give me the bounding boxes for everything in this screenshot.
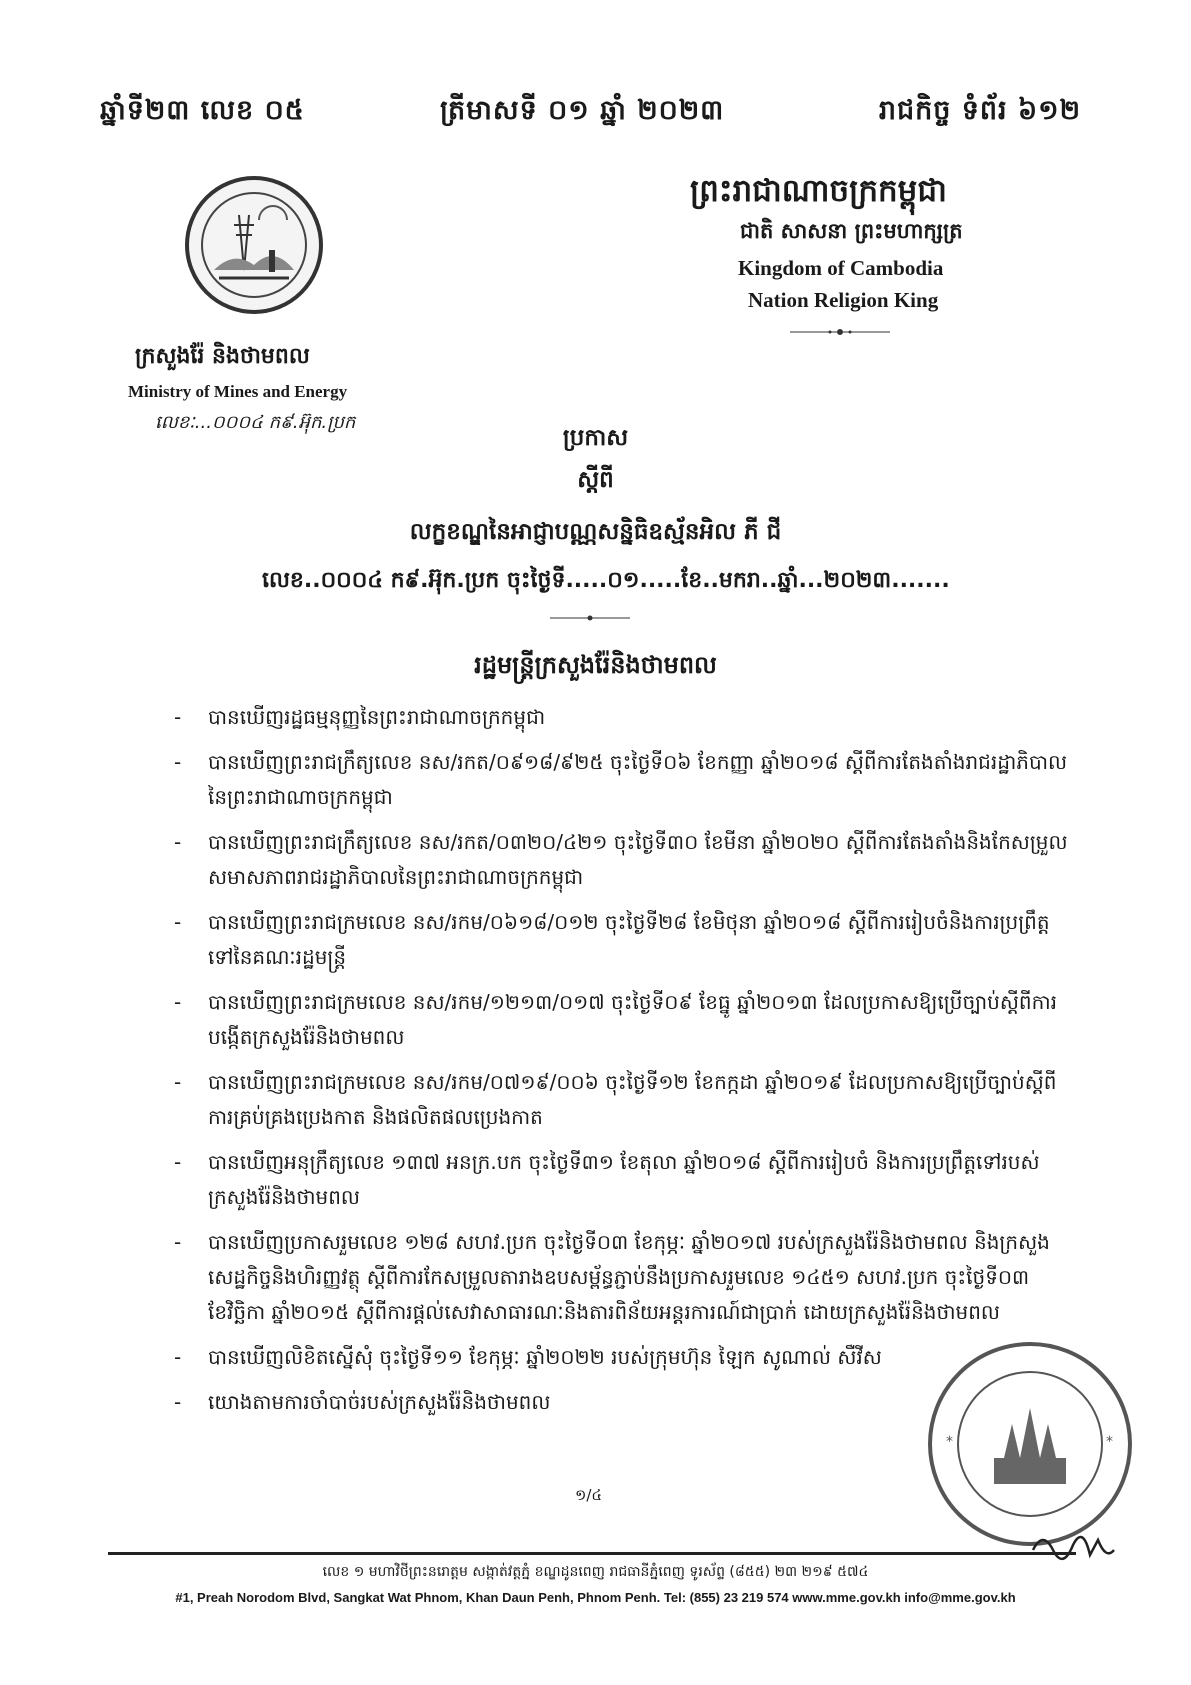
clause-item: - បានឃើញព្រះរាជក្រមលេខ នស/រកម/០៧១៩/០០៦ ចុះថ្ងៃទី១២ ខែកក្កដា ឆ្នាំ២០១៩ ដែលប្រកាសឱ្យប្រើច្បាប់ស្តីពីការគ្រប់គ្រងប្រេងកាត និងផលិតផលប្រេងកាត: [174, 1070, 1057, 1129]
ministry-logo: [185, 176, 323, 314]
official-seal-stamp: [924, 1338, 1136, 1550]
gazette-year-issue: ឆ្នាំទី២៣ លេខ ០៥: [100, 95, 305, 126]
reference-number: លេខៈ...០០០៤ ក៩.អ៊ុក.ប្រក: [155, 412, 356, 433]
gazette-page: រាជកិច្ច ទំព័រ ៦១២: [878, 95, 1081, 126]
document-subject-label: ស្តីពី: [577, 467, 614, 493]
national-motto-en: Nation Religion King: [748, 288, 939, 312]
clause-item: - បានឃើញព្រះរាជក្រមលេខ នស/រកម/០៦១៨/០១២ ចុះថ្ងៃទី២៨ ខែមិថុនា ឆ្នាំ២០១៨ ស្តីពីការរៀបចំនិងការប្រព្រឹត្តទៅនៃគណៈរដ្ឋមន្ត្រី: [174, 910, 1050, 969]
ornament-divider: [790, 327, 890, 337]
footer-divider: [108, 1552, 1076, 1555]
national-motto-kh: ជាតិ សាសនា ព្រះមហាក្សត្រ: [740, 219, 963, 243]
page-number: ១/៤: [575, 1486, 603, 1504]
footer-address-kh: លេខ ១ មហាវិថីព្រះនរោត្តម សង្កាត់វត្តភ្នំ ខណ្ឌដូនពេញ រាជធានីភ្នំពេញ ទូរស័ព្ទ (៨៥៥) ២៣ ២១៩ ៥៧៤: [322, 1564, 869, 1580]
clause-item: - បានឃើញប្រកាសរួមលេខ ១២៨ សហវ.ប្រក ចុះថ្ងៃទី០៣ ខែកុម្ភៈ ឆ្នាំ២០១៧ របស់ក្រសួងរ៉ែនិងថាមពល និងក្រសួងសេដ្ឋកិច្ចនិងហិរញ្ញវត្ថុ ស្តីពីការកែសម្រួលតារាងឧបសម្ព័ន្ធភ្ជាប់នឹងប្រកាសរួមលេខ ១៤៥១ សហវ.ប្រក ចុះថ្ងៃទី០៣ ខែវិច្ឆិកា ឆ្នាំ២០១៥ ស្តីពីការផ្តល់សេវាសាធារណៈនិងតារពិន័យអន្តរការណ៍ជាប្រាក់ ដោយក្រសួងរ៉ែនិងថាមពល: [174, 1230, 1050, 1324]
ministry-name-kh: ក្រសួងរ៉ែ និងថាមពល: [135, 344, 310, 369]
document-type: ប្រកាស: [562, 425, 629, 451]
clause-item: - បានឃើញព្រះរាជក្រឹត្យលេខ នស/រកត/០៩១៨/៩២៥ ចុះថ្ងៃទី០៦ ខែកញ្ញា ឆ្នាំ២០១៨ ស្តីពីការតែងតាំងរាជរដ្ឋាភិបាលនៃព្រះរាជាណាចក្រកម្ពុជា: [174, 750, 1068, 809]
minister-heading: រដ្ឋមន្ត្រីក្រសួងរ៉ែនិងថាមពល: [474, 651, 717, 679]
ministry-name-en: Ministry of Mines and Energy: [128, 382, 348, 401]
kingdom-name-kh: ព្រះរាជាណាចក្រកម្ពុជា: [690, 173, 947, 209]
svg-text:*: *: [946, 1434, 953, 1450]
clause-item: - បានឃើញអនុក្រឹត្យលេខ ១៣៧ អនក្រ.បក ចុះថ្ងៃទី៣១ ខែតុលា ឆ្នាំ២០១៨ ស្តីពីការរៀបចំ និងការប្រព្រឹត្តទៅរបស់ក្រសួងរ៉ែនិងថាមពល: [174, 1150, 1040, 1209]
ornament-divider-small: [550, 614, 630, 622]
document-subject: លក្ខខណ្ឌនៃអាជ្ញាបណ្ណសន្និធិឧស្ម័នអិល ភី ជី: [409, 519, 782, 545]
document-reference-line: លេខ..០០០៤ ក៩.អ៊ុក.ប្រក ចុះថ្ងៃទី.....០១.....ខែ..មករា..ឆ្នាំ...២០២៣.......: [262, 568, 950, 593]
clause-item: - បានឃើញរដ្ឋធម្មនុញ្ញនៃព្រះរាជាណាចក្រកម្ពុជា: [174, 705, 546, 729]
svg-text:*: *: [1106, 1434, 1113, 1450]
clause-item: - បានឃើញព្រះរាជក្រឹត្យលេខ នស/រកត/០៣២០/៤២១ ចុះថ្ងៃទី៣០ ខែមីនា ឆ្នាំ២០២០ ស្តីពីការតែងតាំងនិងកែសម្រួលសមាសភាពរាជរដ្ឋាភិបាលនៃព្រះរាជាណាចក្រកម្ពុជា: [174, 830, 1068, 889]
footer-address-en: #1, Preah Norodom Blvd, Sangkat Wat Phnom, Khan Daun Penh, Phnom Penh. Tel: (855) 23 219 574 www.mme.gov.kh info@mme.gov.kh: [175, 1590, 1016, 1605]
clause-item: - បានឃើញព្រះរាជក្រមលេខ នស/រកម/១២១៣/០១៧ ចុះថ្ងៃទី០៩ ខែធ្នូ ឆ្នាំ២០១៣ ដែលប្រកាសឱ្យប្រើច្បាប់ស្តីពីការបង្កើតក្រសួងរ៉ែនិងថាមពល: [174, 990, 1057, 1049]
clause-item: - បានឃើញលិខិតស្នើសុំ ចុះថ្ងៃទី១១ ខែកុម្ភៈ ឆ្នាំ២០២២ របស់ក្រុមហ៊ុន ឡៃក សូណាល់ សឺវីស: [174, 1345, 882, 1369]
kingdom-name-en: Kingdom of Cambodia: [738, 256, 944, 280]
preamble-clauses: [168, 700, 1073, 1430]
gazette-quarter: ត្រីមាសទី ០១ ឆ្នាំ ២០២៣: [440, 95, 725, 126]
clause-item: - យោងតាមការចាំបាច់របស់ក្រសួងរ៉ែនិងថាមពល: [174, 1390, 551, 1414]
